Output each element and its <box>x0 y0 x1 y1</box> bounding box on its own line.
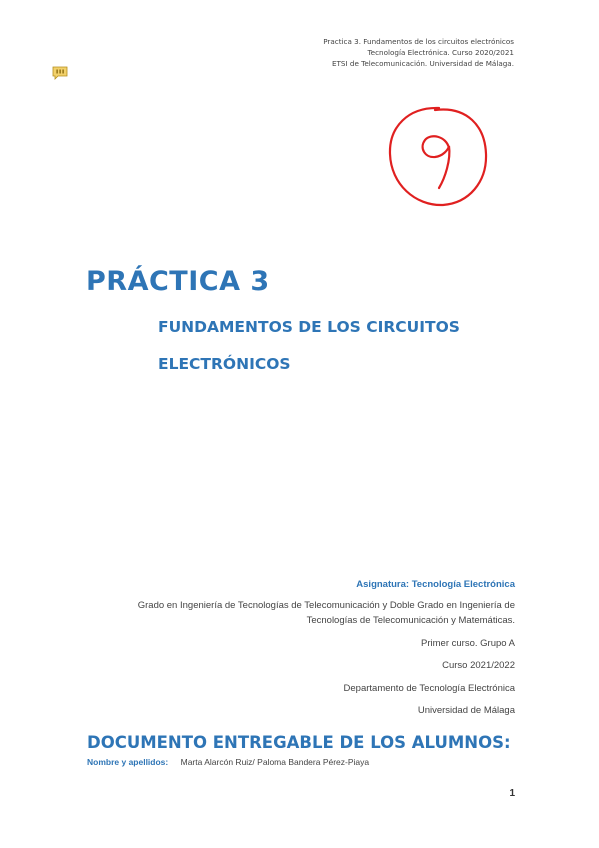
comment-icon[interactable] <box>52 66 68 80</box>
degree-text <box>138 598 515 628</box>
subject-label: Asignatura: Tecnología Electrónica <box>356 579 515 590</box>
department: Departamento de Tecnología Electrónica <box>343 683 515 694</box>
names-value: Marta Alarcón Ruiz/ Paloma Bandera Pérez-Piaya <box>180 757 370 767</box>
subtitle-line-2: ELECTRÓNICOS <box>158 355 291 373</box>
university: Universidad de Málaga <box>417 705 515 716</box>
subtitle-line-1: FUNDAMENTOS DE LOS CIRCUITOS <box>158 318 460 336</box>
document-title: PRÁCTICA 3 <box>86 266 270 297</box>
student-names <box>87 757 369 767</box>
deliverable-heading: DOCUMENTO ENTREGABLE DE LOS ALUMNOS: <box>87 733 511 752</box>
course-group: Primer curso. Grupo A <box>421 638 515 649</box>
header-line-3: ETSI de Telecomunicación. Universidad de Málaga. <box>332 59 514 68</box>
degree-line-1: Grado en Ingeniería de Tecnologías de Telecomunicación y Doble Grado en Ingeniería de <box>137 600 515 611</box>
header-line-2: Tecnología Electrónica. Curso 2020/2021 <box>367 48 514 57</box>
names-label: Nombre y apellidos: <box>87 757 169 767</box>
degree-line-2: Tecnologías de Telecomunicación y Matemáticas. <box>306 615 515 626</box>
page-header <box>323 36 514 69</box>
header-line-1: Practica 3. Fundamentos de los circuitos electrónicos <box>323 37 514 46</box>
page-number: 1 <box>509 788 515 799</box>
handwritten-grade-mark <box>383 102 493 212</box>
academic-year: Curso 2021/2022 <box>442 660 515 671</box>
